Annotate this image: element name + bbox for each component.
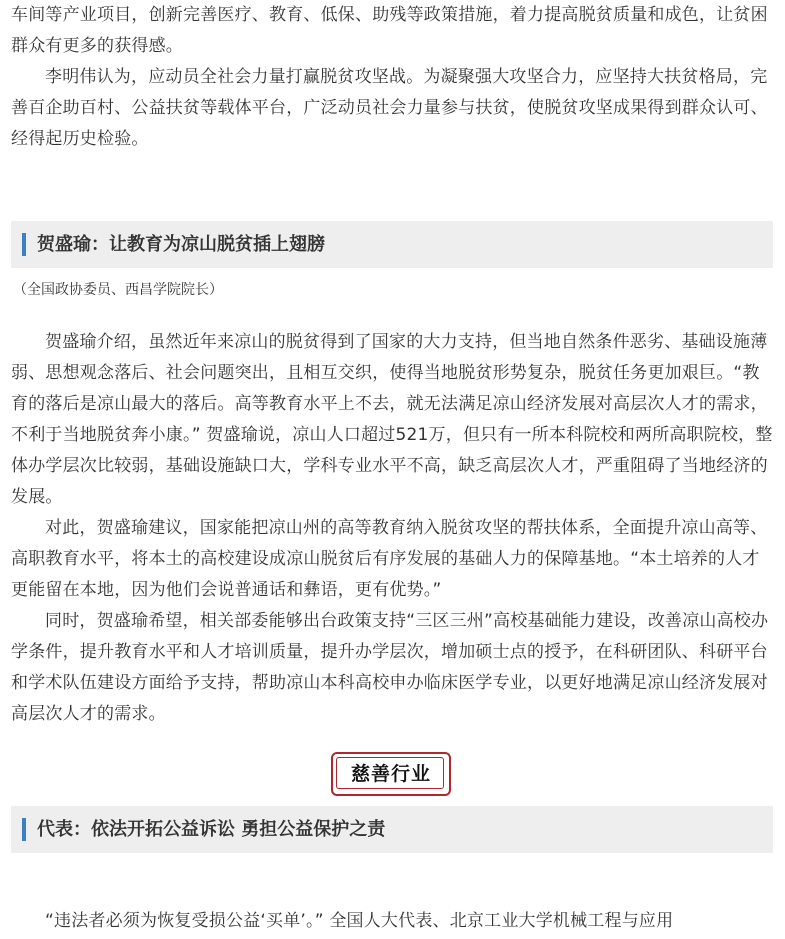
article-body-section2 bbox=[11, 906, 773, 937]
accent-bar bbox=[22, 233, 26, 256]
speaker-note: （全国政协委员、西昌学院院长） bbox=[13, 282, 223, 298]
category-badge bbox=[331, 752, 451, 796]
paragraph: “违法者必须为恢复受损公益‘买单’。” 全国人大代表、北京工业大学机械工程与应用 bbox=[45, 911, 674, 931]
paragraph: 贺盛瑜介绍，虽然近年来凉山的脱贫得到了国家的大力支持，但当地自然条件恶劣、基础设施薄弱、思想观念落后、社会问题突出，且相互交织，使得当地脱贫形势复杂，脱贫任务更加艰巨。“教育的落后是凉山最大的落后。高等教育水平上不去，就无法满足凉山经济发展对高层次人才的需求，不利于当地脱贫奔小康。” 贺盛瑜说，凉山人口超过521万，但只有一所本科院校和两所高职院校，整体办学层次比较弱，基础设施缺口大，学科专业水平不高，缺乏高层次人才，严重阻碍了当地经济的发展。 bbox=[11, 332, 773, 507]
accent-bar bbox=[22, 818, 26, 841]
badge-label: 慈善行业 bbox=[350, 763, 431, 785]
section-header-education bbox=[11, 221, 773, 268]
paragraph: 同时，贺盛瑜希望，相关部委能够出台政策支持“三区三州”高校基础能力建设，改善凉山高校办学条件，提升教育水平和人才培训质量，提升办学层次，增加硕士点的授予，在科研团队、科研平台和学术队伍建设方面给予支持，帮助凉山本科高校申办临床医学专业，以更好地满足凉山经济发展对高层次人才的需求。 bbox=[11, 611, 769, 724]
section-title: 贺盛瑜：让教育为凉山脱贫插上翅膀 bbox=[37, 234, 325, 255]
article-body-section1 bbox=[11, 327, 773, 730]
section-title: 代表：依法开拓公益诉讼 勇担公益保护之责 bbox=[37, 819, 386, 840]
article-body-top bbox=[11, 0, 773, 155]
paragraph: 车间等产业项目，创新完善医疗、教育、低保、助残等政策措施，着力提高脱贫质量和成色，让贫困群众有更多的获得感。 bbox=[11, 5, 768, 56]
paragraph: 李明伟认为，应动员全社会力量打赢脱贫攻坚战。为凝聚强大攻坚合力，应坚持大扶贫格局，完善百企助百村、公益扶贫等载体平台，广泛动员社会力量参与扶贫，使脱贫攻坚成果得到群众认可、经得起历史检验。 bbox=[11, 67, 768, 149]
paragraph: 对此，贺盛瑜建议，国家能把凉山州的高等教育纳入脱贫攻坚的帮扶体系，全面提升凉山高等、高职教育水平，将本土的高校建设成凉山脱贫后有序发展的基础人力的保障基地。“本土培养的人才更能留在本地，因为他们会说普通话和彝语，更有优势。” bbox=[11, 518, 768, 600]
section-header-public-interest bbox=[11, 806, 773, 853]
